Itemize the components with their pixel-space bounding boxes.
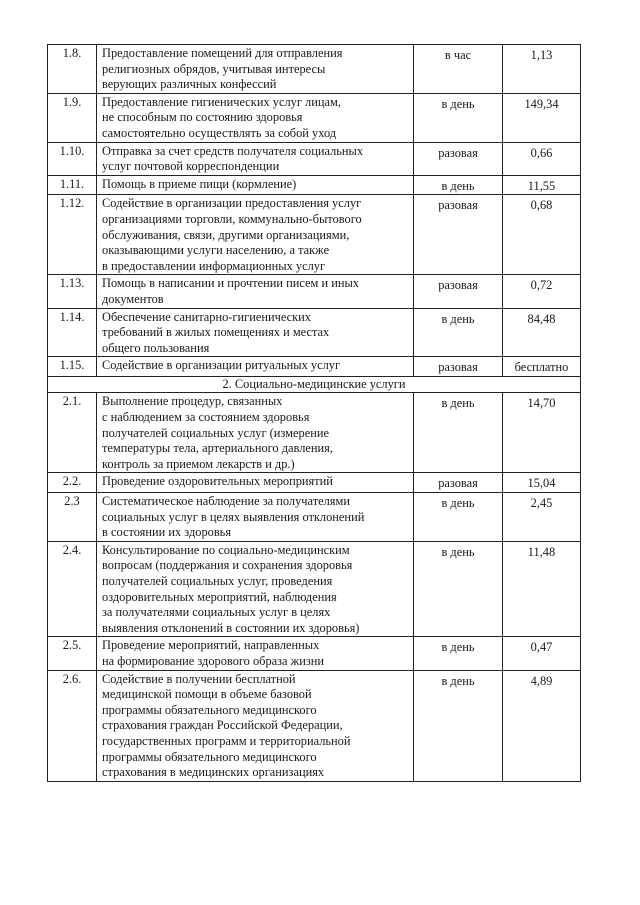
service-name-line: вопросам (поддержания и сохранения здоровья xyxy=(102,558,353,573)
service-unit: разовая xyxy=(414,142,503,175)
table-row xyxy=(48,142,581,175)
service-unit: разовая xyxy=(414,357,503,377)
service-name-line: социальных услуг в целях выявления отклонений xyxy=(102,509,365,524)
table-row xyxy=(48,393,581,473)
service-name-line: страхования граждан Российской Федерации, xyxy=(102,718,343,733)
service-name xyxy=(97,175,414,195)
service-name-line: требований в жилых помещениях и местах xyxy=(102,325,330,340)
service-unit: в день xyxy=(414,670,503,781)
service-name-line: получателей социальных услуг (измерение xyxy=(102,425,329,440)
service-name xyxy=(97,473,414,493)
service-name-line: Предоставление гигиенических услуг лицам, xyxy=(102,94,341,109)
service-name xyxy=(97,637,414,670)
table-row xyxy=(48,45,581,94)
service-number: 1.14. xyxy=(48,308,97,357)
service-name-line: Содействие в организации ритуальных услуг xyxy=(102,358,341,373)
service-number: 2.2. xyxy=(48,473,97,493)
service-name-line: обслуживания, связи, другими организациями, xyxy=(102,227,350,242)
service-name-line: услуг почтовой корреспонденции xyxy=(102,159,280,174)
service-name-line: самостоятельно осуществлять за собой уход xyxy=(102,125,337,140)
service-name-line: Консультирование по социально-медицинским xyxy=(102,542,350,557)
table-row xyxy=(48,670,581,781)
service-price: 0,68 xyxy=(503,195,581,275)
service-unit: в день xyxy=(414,308,503,357)
service-price: 11,48 xyxy=(503,541,581,637)
service-number: 1.10. xyxy=(48,142,97,175)
service-number: 1.12. xyxy=(48,195,97,275)
service-name xyxy=(97,45,414,94)
table-row xyxy=(48,637,581,670)
service-unit: разовая xyxy=(414,195,503,275)
service-name-line: в состоянии их здоровья xyxy=(102,525,232,540)
table-row xyxy=(48,93,581,142)
service-price: бесплатно xyxy=(503,357,581,377)
service-number: 2.5. xyxy=(48,637,97,670)
service-name-line: за получателями социальных услуг в целях xyxy=(102,605,331,620)
service-name xyxy=(97,393,414,473)
service-price: 2,45 xyxy=(503,493,581,542)
service-price: 11,55 xyxy=(503,175,581,195)
service-number: 1.15. xyxy=(48,357,97,377)
service-unit: в день xyxy=(414,637,503,670)
service-name-line: верующих различных конфессий xyxy=(102,77,277,92)
service-unit: в час xyxy=(414,45,503,94)
service-name-line: Систематическое наблюдение за получателями xyxy=(102,494,350,509)
service-name-line: оздоровительных мероприятий, наблюдения xyxy=(102,589,337,604)
service-unit: в день xyxy=(414,93,503,142)
service-number: 2.3 xyxy=(48,493,97,542)
service-unit: разовая xyxy=(414,473,503,493)
service-number: 2.6. xyxy=(48,670,97,781)
service-name xyxy=(97,142,414,175)
service-number: 1.9. xyxy=(48,93,97,142)
service-number: 1.8. xyxy=(48,45,97,94)
table-row xyxy=(48,493,581,542)
service-name-line: Обеспечение санитарно-гигиенических xyxy=(102,309,312,324)
table-body xyxy=(48,45,581,782)
service-name-line: религиозных обрядов, учитывая интересы xyxy=(102,61,326,76)
table-row xyxy=(48,275,581,308)
service-name xyxy=(97,275,414,308)
service-name xyxy=(97,308,414,357)
service-name-line: получателей социальных услуг, проведения xyxy=(102,574,333,588)
table-row xyxy=(48,175,581,195)
service-name-line: Предоставление помещений для отправления xyxy=(102,46,343,60)
tariff-table-page xyxy=(47,44,580,782)
service-price: 0,72 xyxy=(503,275,581,308)
service-price: 0,47 xyxy=(503,637,581,670)
table-row xyxy=(48,308,581,357)
service-name xyxy=(97,493,414,542)
section-title: 2. Социально-медицинские услуги xyxy=(48,376,581,393)
service-number: 2.1. xyxy=(48,393,97,473)
service-name-line: Выполнение процедур, связанных xyxy=(102,394,283,409)
service-name-line: Содействие в организации предоставления услуг xyxy=(102,196,362,211)
service-name-line: организациями торговли, коммунально-бытового xyxy=(102,211,362,226)
service-name-line: общего пользования xyxy=(102,340,210,355)
service-name-line: медицинской помощи в объеме базовой xyxy=(102,687,312,702)
service-name xyxy=(97,357,414,377)
service-unit: в день xyxy=(414,393,503,473)
service-name-line: Содействие в получении бесплатной xyxy=(102,671,296,686)
service-name xyxy=(97,195,414,275)
service-name-line: Проведение мероприятий, направленных xyxy=(102,638,320,653)
service-name xyxy=(97,541,414,637)
service-name-line: контроль за приемом лекарств и др.) xyxy=(102,456,295,471)
services-tariff-table xyxy=(47,44,581,782)
table-row xyxy=(48,357,581,377)
service-name xyxy=(97,670,414,781)
service-name-line: на формирование здорового образа жизни xyxy=(102,653,324,668)
service-price: 149,34 xyxy=(503,93,581,142)
service-name-line: оказывающими услуги населению, а также xyxy=(102,243,330,258)
service-name-line: не способным по состоянию здоровья xyxy=(102,110,303,125)
service-name-line: Помощь в написании и прочтении писем и иных xyxy=(102,276,359,291)
service-price: 1,13 xyxy=(503,45,581,94)
service-price: 0,66 xyxy=(503,142,581,175)
table-row xyxy=(48,195,581,275)
service-name-line: программы обязательного медицинского xyxy=(102,749,317,764)
service-name-line: Проведение оздоровительных мероприятий xyxy=(102,474,333,489)
service-number: 1.13. xyxy=(48,275,97,308)
service-unit: в день xyxy=(414,493,503,542)
service-price: 15,04 xyxy=(503,473,581,493)
service-name-line: Помощь в приеме пищи (кормление) xyxy=(102,176,297,191)
service-number: 2.4. xyxy=(48,541,97,637)
service-name-line: в предоставлении информационных услуг xyxy=(102,258,326,273)
service-name-line: с наблюдением за состоянием здоровья xyxy=(102,410,310,425)
service-unit: разовая xyxy=(414,275,503,308)
service-unit: в день xyxy=(414,175,503,195)
service-name-line: выявления отклонений в состоянии их здоровья) xyxy=(102,620,360,635)
service-price: 84,48 xyxy=(503,308,581,357)
service-price: 4,89 xyxy=(503,670,581,781)
service-name-line: документов xyxy=(102,291,164,306)
service-unit: в день xyxy=(414,541,503,637)
service-name-line: температуры тела, артериального давления, xyxy=(102,441,333,456)
service-name xyxy=(97,93,414,142)
service-name-line: страхования в медицинских организациях xyxy=(102,765,325,780)
service-name-line: Отправка за счет средств получателя социальных xyxy=(102,143,364,158)
table-row xyxy=(48,541,581,637)
service-price: 14,70 xyxy=(503,393,581,473)
service-name-line: государственных программ и территориальной xyxy=(102,733,351,748)
service-name-line: программы обязательного медицинского xyxy=(102,702,317,717)
service-number: 1.11. xyxy=(48,175,97,195)
table-row xyxy=(48,473,581,493)
section-header-row xyxy=(48,376,581,393)
